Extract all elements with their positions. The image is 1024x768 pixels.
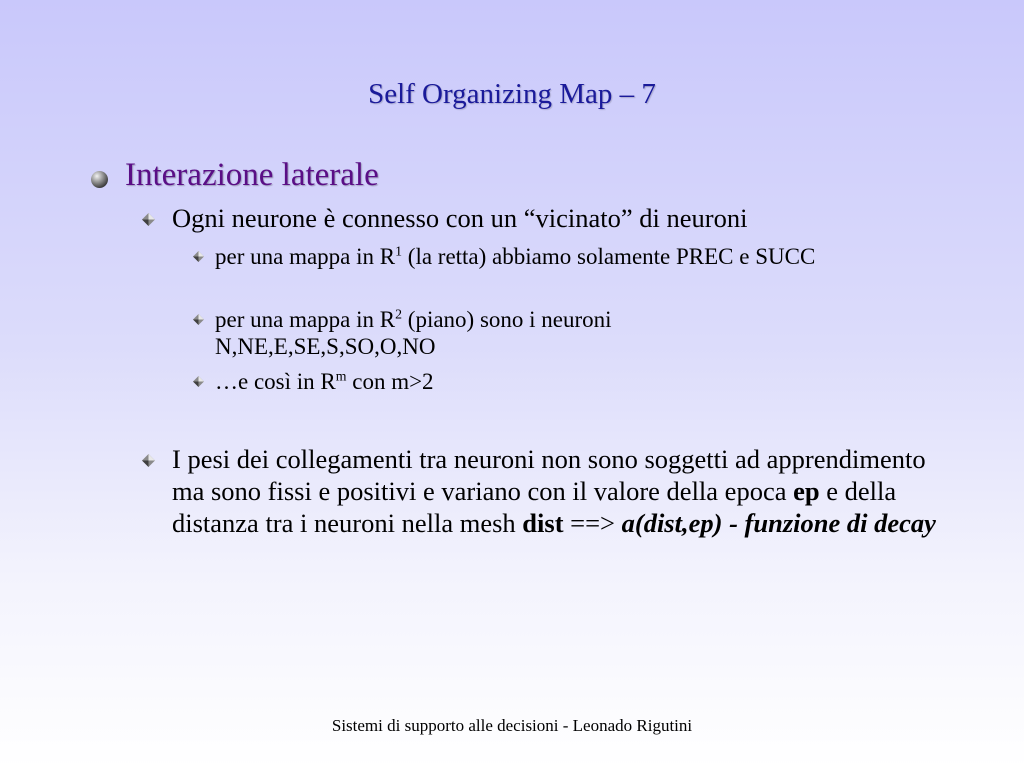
diamond-bullet-icon bbox=[193, 376, 204, 387]
diamond-bullet-icon bbox=[193, 314, 204, 325]
decay-formula: a(dist,ep) - funzione di decay bbox=[621, 508, 936, 538]
point-vicinato: Ogni neurone è connesso con un “vicinato” di neuroni bbox=[172, 203, 748, 233]
diamond-bullet-icon bbox=[142, 454, 155, 467]
footer-text: Sistemi di supporto alle decisioni - Leonado Rigutini bbox=[331, 716, 693, 735]
bold-ep: ep bbox=[793, 476, 820, 506]
point-pesi-collegamenti: I pesi dei collegamenti tra neuroni non sono soggetti ad apprendimento ma sono fissi e positivi e variano con il valore della epoca ep e della distanza tra i neuroni nella mesh dist ==> a(dist,ep) - funzione di decay bbox=[172, 444, 936, 538]
sub-point-r1: per una mappa in $R^1$ (la retta) abbiamo solamente PREC e SUCC bbox=[215, 243, 816, 269]
sphere-bullet-icon bbox=[91, 171, 108, 188]
heading-interazione-laterale: Interazione laterale bbox=[125, 157, 379, 193]
bold-dist: dist bbox=[522, 508, 564, 538]
diamond-bullet-icon bbox=[193, 251, 204, 262]
sub-point-rm: …e così in $R^m$ con m>2 bbox=[215, 368, 434, 394]
sub-point-r2: per una mappa in $R^2$ (piano) sono i neuroni N,NE,E,SE,S,SO,O,NO bbox=[215, 306, 612, 359]
slide-title: Self Organizing Map – 7 bbox=[368, 78, 656, 110]
diamond-bullet-icon bbox=[142, 213, 155, 226]
